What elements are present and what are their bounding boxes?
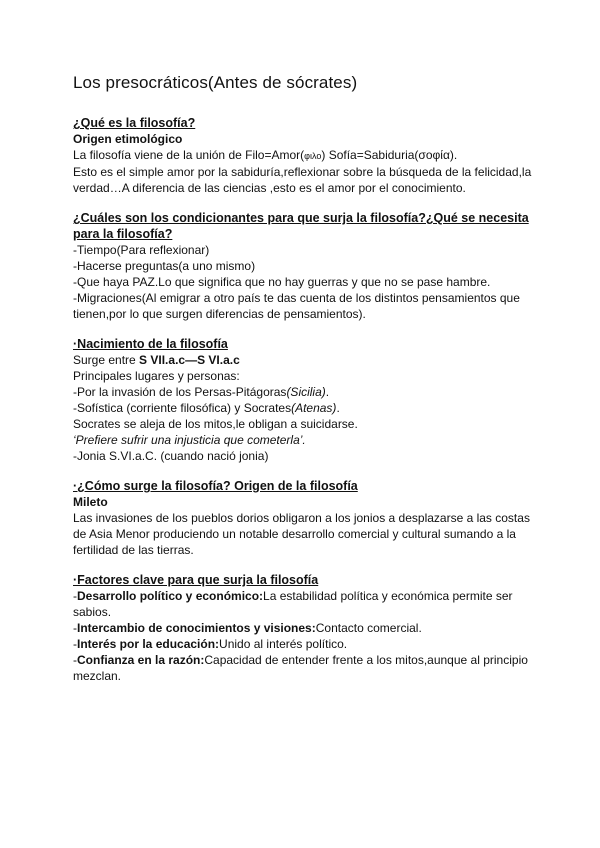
persas-suffix: . bbox=[325, 385, 330, 399]
mileto-paragraph: Las invasiones de los pueblos dorios obligaron a los jonios a desplazarse a las costas de Asia Menor produciendo un notable desarrollo comercial y cultural sumando a la fertilidad de las tierras. bbox=[73, 511, 530, 557]
subheading-origen: Origen etimológico bbox=[73, 132, 183, 146]
factor-item bbox=[73, 620, 533, 636]
section-nacimiento bbox=[73, 336, 533, 464]
sofistica-line bbox=[73, 400, 533, 416]
definition-paragraph: Esto es el simple amor por la sabiduría,reflexionar sobre la búsqueda de la felicidad,la verdad…A diferencia de las ciencias ,esto es el amor por el conocimiento. bbox=[73, 165, 532, 195]
section-heading: ·¿Cómo surge la filosofía? Origen de la filosofía bbox=[73, 479, 358, 493]
factor-item bbox=[73, 588, 533, 620]
document-title: Los presocráticos(Antes de sócrates) bbox=[73, 73, 358, 92]
subheading-mileto: Mileto bbox=[73, 495, 108, 509]
etymology-text-b: ) Sofía=Sabiduria(σοφία). bbox=[321, 148, 458, 162]
section-heading: ·Nacimiento de la filosofía bbox=[73, 337, 228, 351]
surge-prefix: Surge entre bbox=[73, 353, 140, 367]
greek-filo: φιλο bbox=[304, 151, 322, 161]
factor-text: Contacto comercial. bbox=[315, 621, 422, 635]
factor-text: Unido al interés político. bbox=[219, 637, 348, 651]
factor-label: Interés por la educación: bbox=[77, 637, 220, 651]
section-como-surge bbox=[73, 478, 533, 558]
sofistica-prefix: -Sofística (corriente filosófica) y Socrates bbox=[73, 401, 292, 415]
persas-place: (Sicilia) bbox=[286, 385, 326, 399]
list-item: -Hacerse preguntas(a uno mismo) bbox=[73, 259, 256, 273]
persas-prefix: -Por la invasión de los Persas-Pitágoras bbox=[73, 385, 287, 399]
factor-text: La estabilidad política y económica permite ser sabios. bbox=[73, 589, 513, 619]
sofistica-place: (Atenas) bbox=[291, 401, 337, 415]
surge-dates: S VII.a.c—S VI.a.c bbox=[139, 353, 240, 367]
section-heading: ·Factores clave para que surja la filosofía bbox=[73, 573, 319, 587]
factor-text: Capacidad de entender frente a los mitos,aunque al principio mezclan. bbox=[73, 653, 528, 683]
section-heading: ¿Cuáles son los condicionantes para que surja la filosofía?¿Qué se necesita para la filosofía? bbox=[73, 211, 529, 241]
factor-dash: - bbox=[73, 653, 77, 667]
factor-label: Confianza en la razón: bbox=[77, 653, 205, 667]
factor-item bbox=[73, 652, 533, 684]
list-item: -Que haya PAZ.Lo que significa que no hay guerras y que no se pase hambre. bbox=[73, 275, 491, 289]
socrates-line: Socrates se aleja de los mitos,le obligan a suicidarse. bbox=[73, 417, 358, 431]
factor-item bbox=[73, 636, 533, 652]
factor-dash: - bbox=[73, 637, 77, 651]
lugares-line: Principales lugares y personas: bbox=[73, 369, 240, 383]
quote-text: ‘Prefiere sufrir una injusticia que cometerla’. bbox=[73, 433, 306, 447]
list-item: -Tiempo(Para reflexionar) bbox=[73, 243, 210, 257]
section-heading: ¿Qué es la filosofía? bbox=[73, 116, 196, 130]
persas-line bbox=[73, 384, 533, 400]
jonia-line: -Jonia S.VI.a.C. (cuando nació jonia) bbox=[73, 449, 269, 463]
sofistica-suffix: . bbox=[336, 401, 340, 415]
surge-line bbox=[73, 352, 533, 368]
etymology-line bbox=[73, 147, 533, 164]
etymology-text-a: La filosofía viene de la unión de Filo=Amor( bbox=[73, 148, 305, 162]
factor-dash: - bbox=[73, 621, 77, 635]
section-condicionantes bbox=[73, 210, 533, 322]
section-que-es-filosofia bbox=[73, 115, 533, 196]
factor-label: Intercambio de conocimientos y visiones: bbox=[77, 621, 316, 635]
quote-line bbox=[73, 432, 533, 448]
section-factores bbox=[73, 572, 533, 684]
factor-label: Desarrollo político y económico: bbox=[77, 589, 264, 603]
factor-dash: - bbox=[73, 589, 77, 603]
document-page bbox=[73, 72, 533, 698]
list-item: -Migraciones(Al emigrar a otro país te das cuenta de los distintos pensamientos que tienen,por lo que surgen diferencias de pensamientos). bbox=[73, 291, 520, 321]
